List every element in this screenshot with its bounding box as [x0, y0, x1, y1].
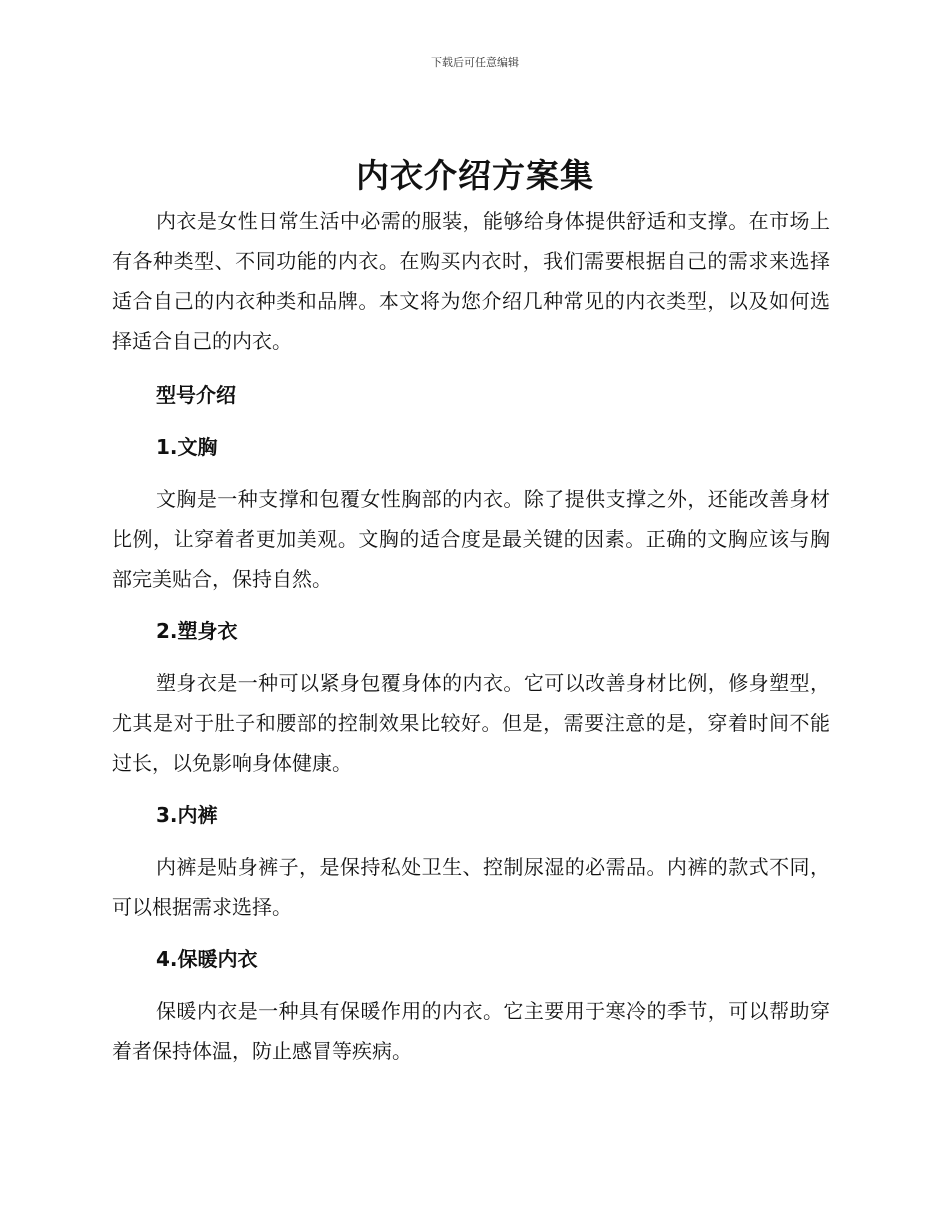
header-note: 下载后可任意编辑 — [431, 56, 519, 69]
item-heading-thermal: 4.保暖内衣 — [156, 947, 258, 971]
item-body-shapewear: 塑身衣是一种可以紧身包覆身体的内衣。它可以改善身材比例，修身塑型，尤其是对于肚子和腰部的控制效果比较好。但是，需要注意的是，穿着时间不能过长，以免影响身体健康。 — [112, 671, 830, 775]
item-body-underwear: 内裤是贴身裤子，是保持私处卫生、控制尿湿的必需品。内裤的款式不同，可以根据需求选择。 — [112, 855, 830, 919]
document-body — [112, 201, 830, 1071]
page-title: 内衣介绍方案集 — [356, 156, 594, 195]
item-heading-underwear: 3.内裤 — [156, 803, 218, 827]
intro-paragraph: 内衣是女性日常生活中必需的服装，能够给身体提供舒适和支撑。在市场上有各种类型、不同功能的内衣。在购买内衣时，我们需要根据自己的需求来选择适合自己的内衣种类和品牌。本文将为您介绍几种常见的内衣类型，以及如何选择适合自己的内衣。 — [112, 209, 830, 353]
item-heading-shapewear: 2.塑身衣 — [156, 619, 238, 643]
section-heading: 型号介绍 — [156, 383, 236, 407]
item-body-thermal: 保暖内衣是一种具有保暖作用的内衣。它主要用于寒冷的季节，可以帮助穿着者保持体温，防止感冒等疾病。 — [112, 999, 830, 1063]
item-heading-bra: 1.文胸 — [156, 435, 218, 459]
item-body-bra: 文胸是一种支撑和包覆女性胸部的内衣。除了提供支撑之外，还能改善身材比例，让穿着者更加美观。文胸的适合度是最关键的因素。正确的文胸应该与胸部完美贴合，保持自然。 — [112, 487, 830, 591]
